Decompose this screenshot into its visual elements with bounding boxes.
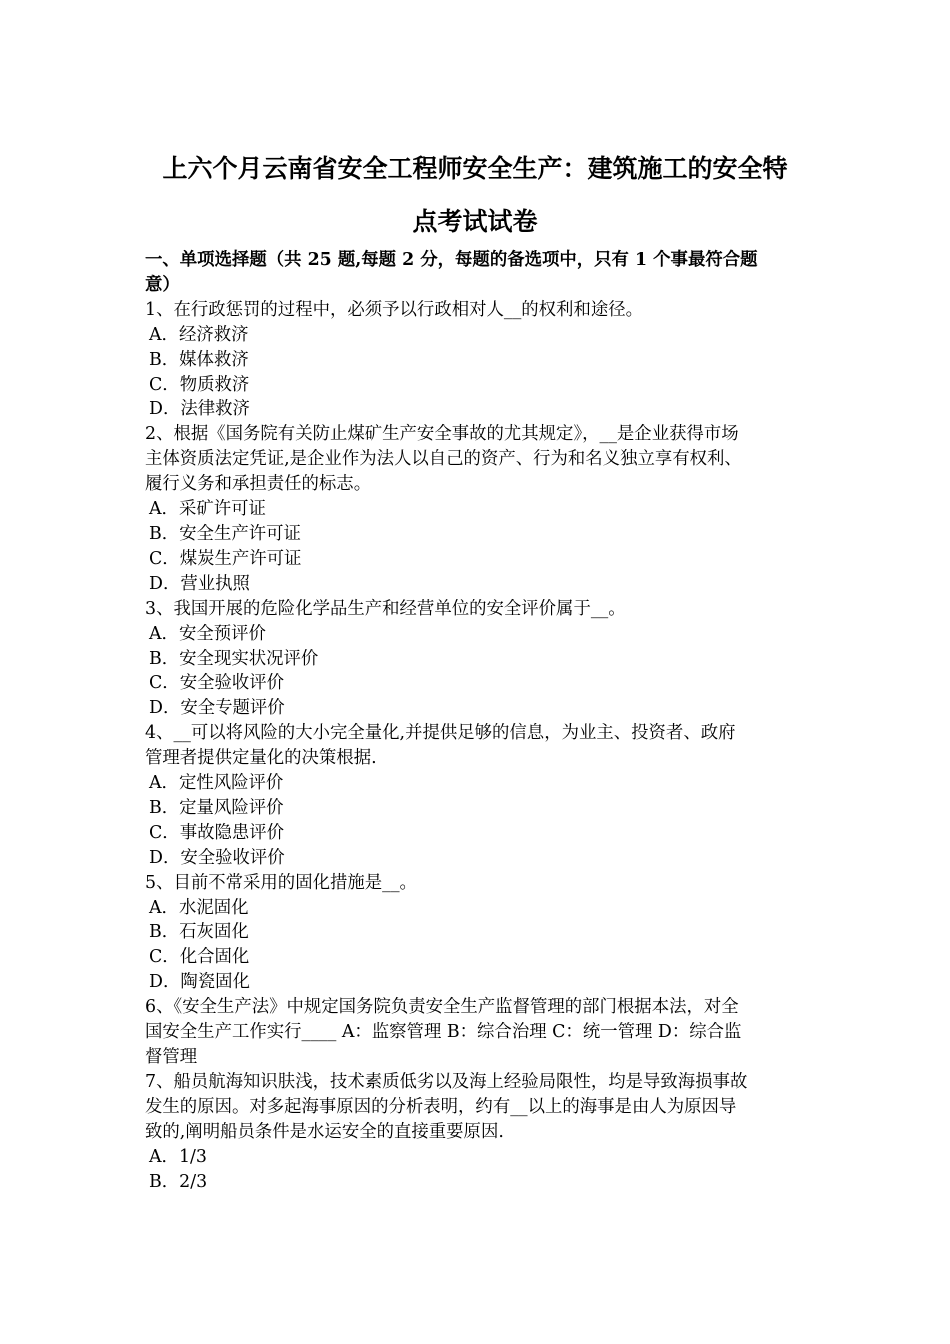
question-text-line: 6、《安全生产法》中规定国务院负责安全生产监督管理的部门根据本法，对全	[145, 997, 739, 1018]
option-d: D．安全验收评价	[149, 847, 285, 868]
question-text-line: 管理者提供定量化的决策根据.	[145, 748, 377, 769]
question-text-line: 履行义务和承担责任的标志。	[145, 474, 372, 495]
question-text-line: 7、船员航海知识肤浅，技术素质低劣以及海上经验局限性，均是导致海损事故	[145, 1071, 748, 1092]
question-text-line: 国安全生产工作实行____ A：监察管理 B：综合治理 C：统一管理 D：综合监	[145, 1022, 742, 1043]
option-c: C．安全验收评价	[149, 673, 285, 694]
option-b: B．安全生产许可证	[149, 523, 301, 544]
question-text-line: 2、根据《国务院有关防止煤矿生产安全事故的尤其规定》，__是企业获得市场	[145, 424, 739, 445]
option-a: A．采矿许可证	[149, 499, 266, 520]
option-d: D．陶瓷固化	[149, 972, 250, 993]
option-d: D．安全专题评价	[149, 698, 285, 719]
option-a: A．1/3	[149, 1146, 207, 1167]
option-c: C．煤炭生产许可证	[149, 548, 302, 569]
option-b: B．定量风险评价	[149, 797, 284, 818]
question-5	[145, 871, 810, 996]
section-heading-line: 意）	[145, 274, 180, 295]
option-d: D．营业执照	[149, 573, 250, 594]
option-d: D．法律救济	[149, 399, 250, 420]
option-a: A．安全预评价	[149, 623, 266, 644]
option-a: A．水泥固化	[149, 897, 249, 918]
option-c: C．事故隐患评价	[149, 822, 285, 843]
option-a: A．定性风险评价	[149, 773, 284, 794]
question-4	[145, 721, 810, 870]
question-text-line: 发生的原因。对多起海事原因的分析表明，约有__以上的海事是由人为原因导	[145, 1096, 737, 1117]
option-b: B．2/3	[149, 1171, 208, 1192]
question-6	[145, 995, 810, 1070]
option-c: C．化合固化	[149, 947, 250, 968]
question-text-line: 5、目前不常采用的固化措施是__。	[145, 872, 417, 893]
option-a: A．经济救济	[149, 324, 249, 345]
document-body	[145, 248, 810, 1194]
question-text-line: 主体资质法定凭证,是企业作为法人以自己的资产、行为和名义独立享有权利、	[145, 449, 742, 470]
document-title-line-1: 上六个月云南省安全工程师安全生产：建筑施工的安全特	[162, 154, 788, 183]
question-7	[145, 1070, 810, 1195]
question-text-line: 3、我国开展的危险化学品生产和经营单位的安全评价属于__。	[145, 598, 626, 619]
section-heading-line: 一、单项选择题（共 25 题,每题 2 分，每题的备选项中，只有 1 个事最符合题	[145, 250, 758, 270]
document-title-line-2: 点考试试卷	[412, 207, 538, 236]
section-heading	[145, 248, 810, 298]
question-text-line: 督管理	[145, 1047, 198, 1067]
question-1	[145, 298, 810, 423]
question-3	[145, 597, 810, 722]
question-text-line: 致的,阐明船员条件是水运安全的直接重要原因.	[145, 1121, 504, 1142]
question-text-line: 1、在行政惩罚的过程中，必须予以行政相对人__的权利和途径。	[145, 299, 644, 320]
question-2	[145, 422, 810, 596]
option-c: C．物质救济	[149, 374, 250, 395]
option-b: B．安全现实状况评价	[149, 648, 319, 669]
option-b: B．媒体救济	[149, 349, 249, 370]
option-b: B．石灰固化	[149, 922, 249, 943]
question-text-line: 4、__可以将风险的大小完全量化,并提供足够的信息，为业主、投资者、政府	[145, 723, 736, 744]
